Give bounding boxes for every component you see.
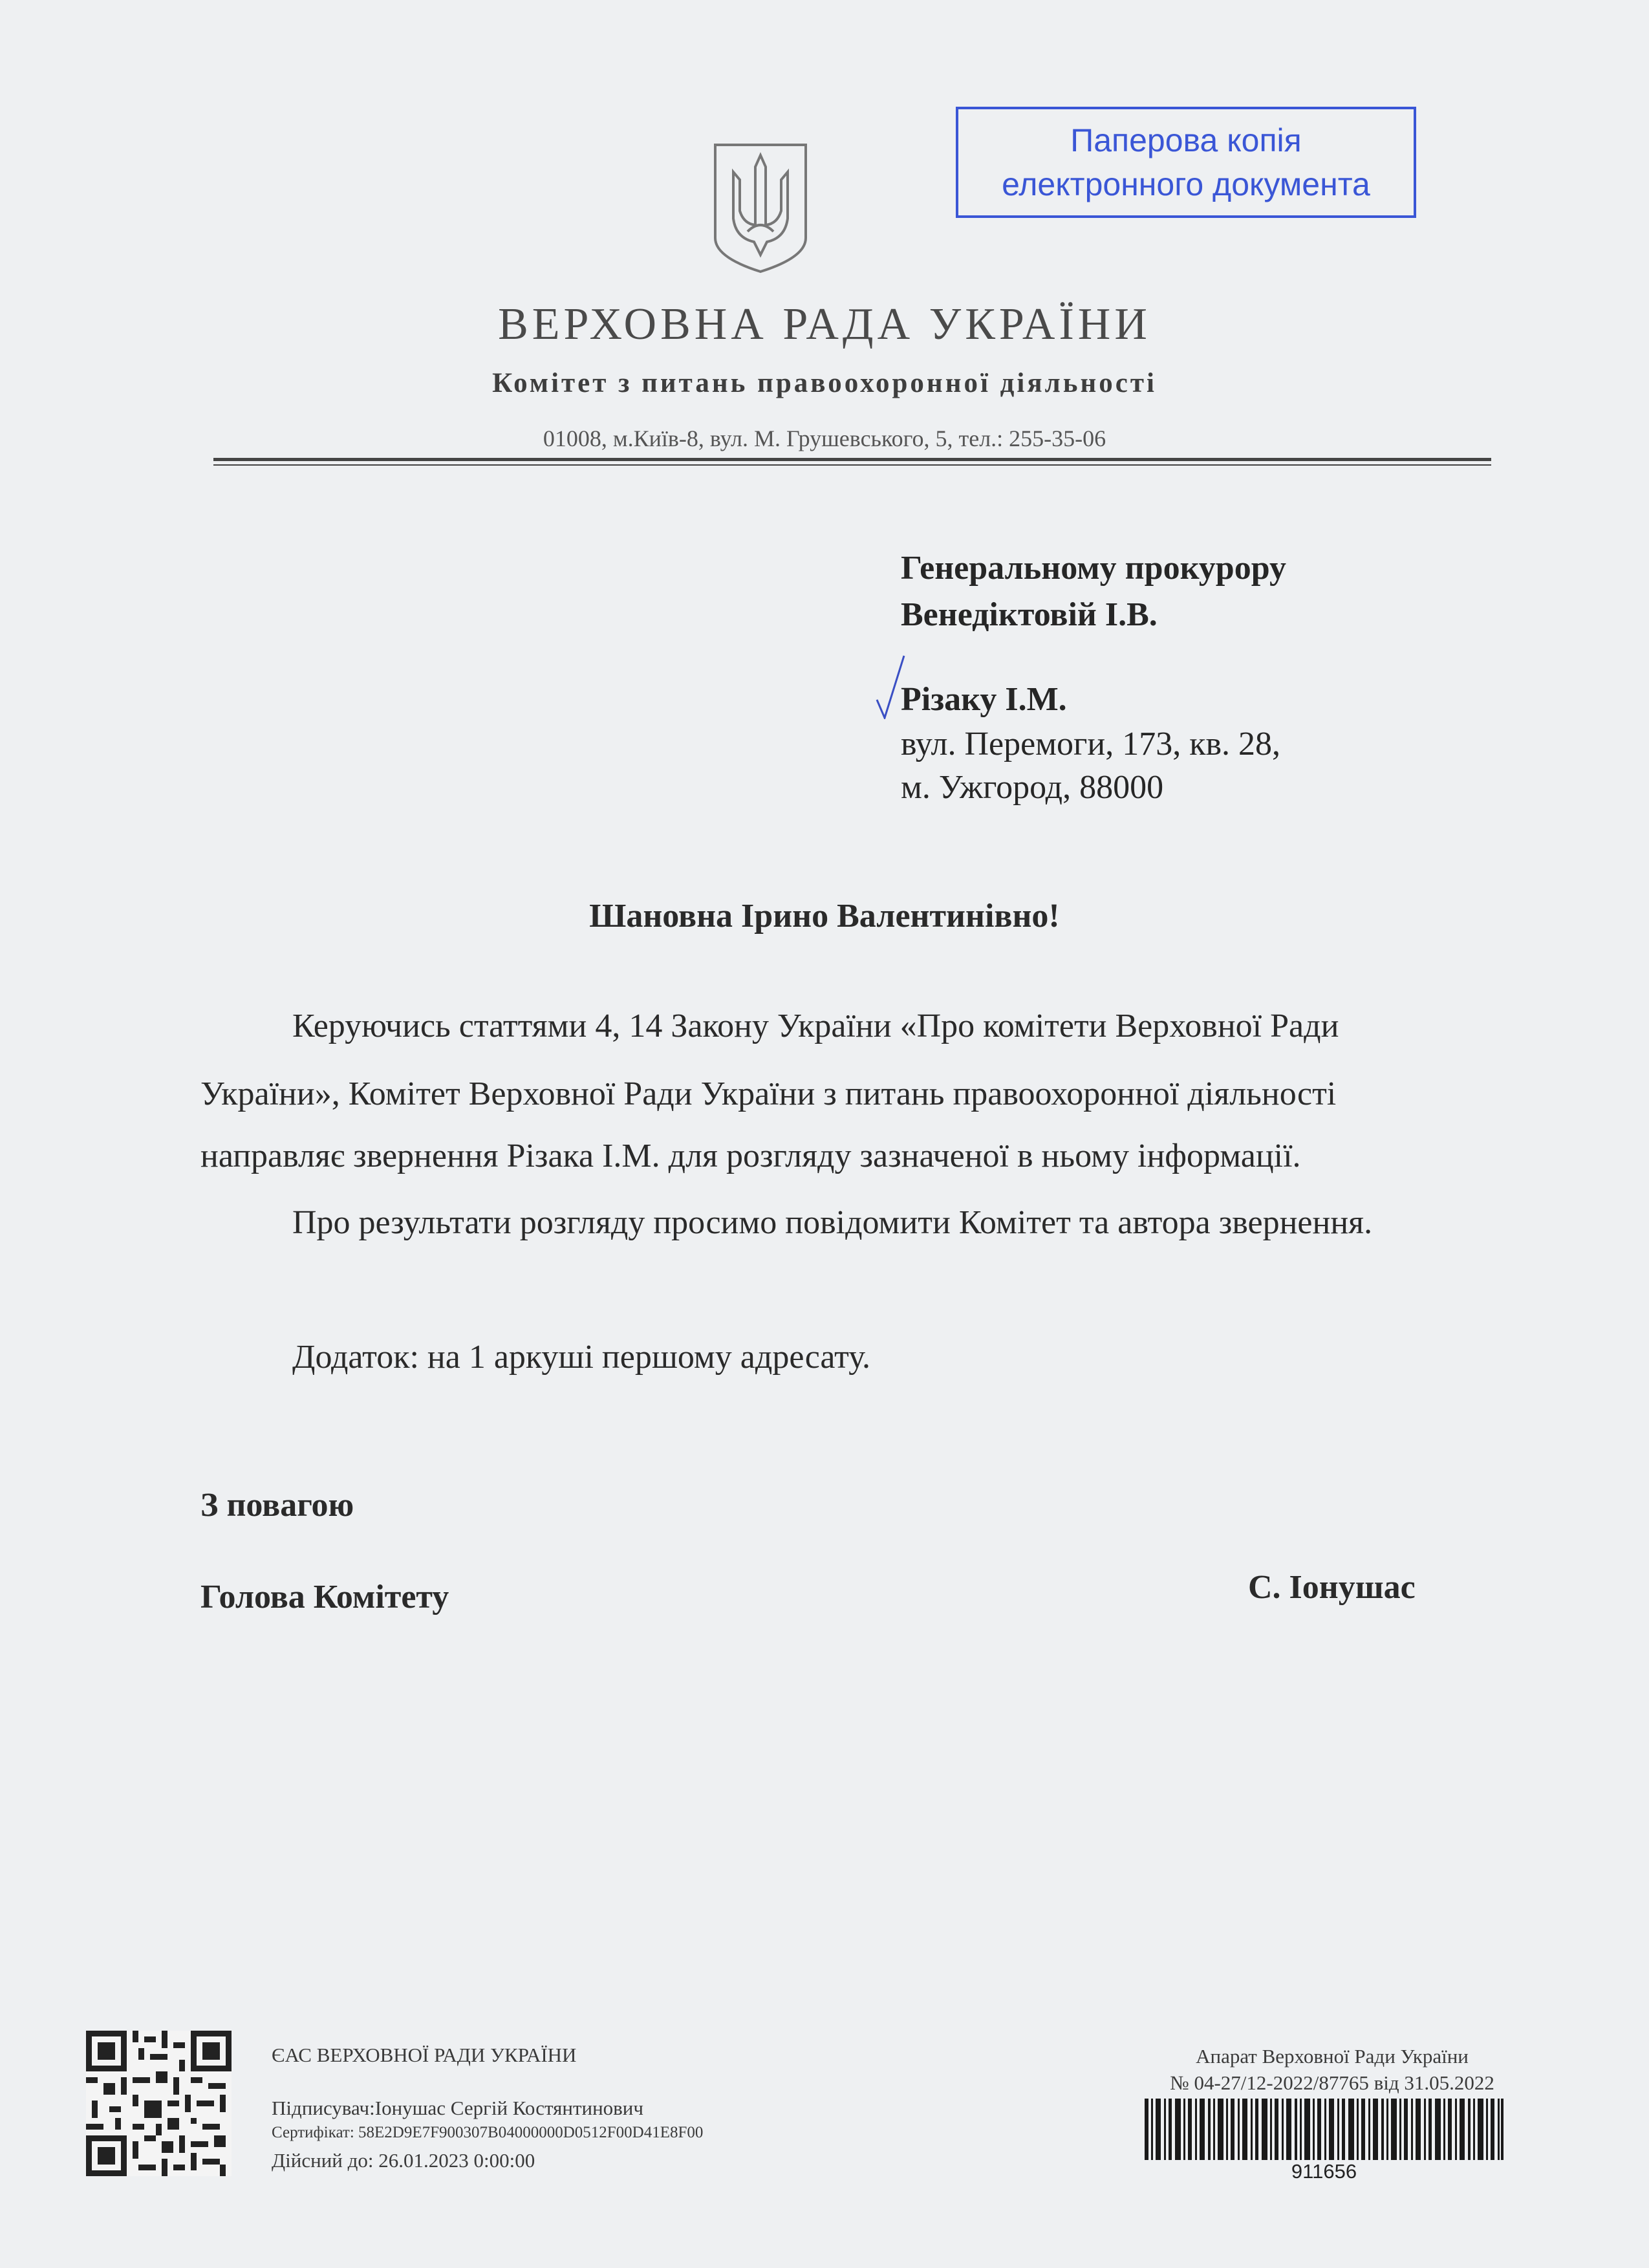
body-paragraph-1-line-2: України», Комітет Верховної Ради України з питань правоохоронної діяльності (200, 1075, 1337, 1112)
electronic-copy-stamp (956, 107, 1416, 218)
body-paragraph-1-line-1: Керуючись статтями 4, 14 Закону України «Про комітети Верховної Ради (292, 1008, 1339, 1044)
recipient-2-name: Різаку І.М. (901, 681, 1067, 718)
certificate-id: Сертифікат: 58E2D9E7F900307B04000000D0512F00D41E8F00 (272, 2124, 704, 2141)
barcode-number: 911656 (1291, 2160, 1357, 2183)
recipient-1-name: Венедіктовій І.В. (901, 596, 1158, 633)
header-divider (213, 458, 1491, 461)
recipient-2-city: м. Ужгород, 88000 (901, 769, 1164, 806)
salutation: Шановна Ірино Валентинівно! (589, 898, 1060, 934)
signer-position: Голова Комітету (200, 1579, 449, 1615)
committee-name: Комітет з питань правоохоронної діяльності (492, 368, 1157, 398)
stamp-line-1: Паперова копія (1070, 122, 1302, 158)
recipient-1-title: Генеральному прокурору (901, 550, 1286, 587)
attachment-note: Додаток: на 1 аркуші першому адресату. (292, 1339, 870, 1376)
registration-number: № 04-27/12-2022/87765 від 31.05.2022 (1170, 2071, 1494, 2094)
header-divider-thin (213, 464, 1491, 466)
body-paragraph-2: Про результати розгляду просимо повідомити Комітет та автора звернення. (292, 1204, 1373, 1241)
eas-system-name: ЄАС ВЕРХОВНОЇ РАДИ УКРАЇНИ (272, 2044, 577, 2066)
barcode-icon (1145, 2099, 1503, 2160)
closing-regards: З повагою (200, 1487, 354, 1524)
committee-address: 01008, м.Київ-8, вул. М. Грушевського, 5, тел.: 255-35-06 (543, 426, 1106, 451)
qr-code-icon (86, 2031, 232, 2176)
recipient-2-street: вул. Перемоги, 173, кв. 28, (901, 726, 1281, 762)
apparatus-name: Апарат Верховної Ради України (1196, 2045, 1469, 2068)
signer-name: С. Іонушас (1248, 1569, 1416, 1606)
organization-title: ВЕРХОВНА РАДА УКРАЇНИ (498, 299, 1151, 349)
body-paragraph-1-line-3: направляє звернення Різака І.М. для розгляду зазначеної в ньому інформації. (200, 1138, 1301, 1174)
signed-by: Підписувач:Іонушас Сергій Костянтинович (272, 2097, 643, 2119)
trident-emblem-icon (711, 141, 810, 274)
certificate-valid-until: Дійсний до: 26.01.2023 0:00:00 (272, 2149, 535, 2172)
stamp-line-2: електронного документа (1002, 166, 1370, 202)
